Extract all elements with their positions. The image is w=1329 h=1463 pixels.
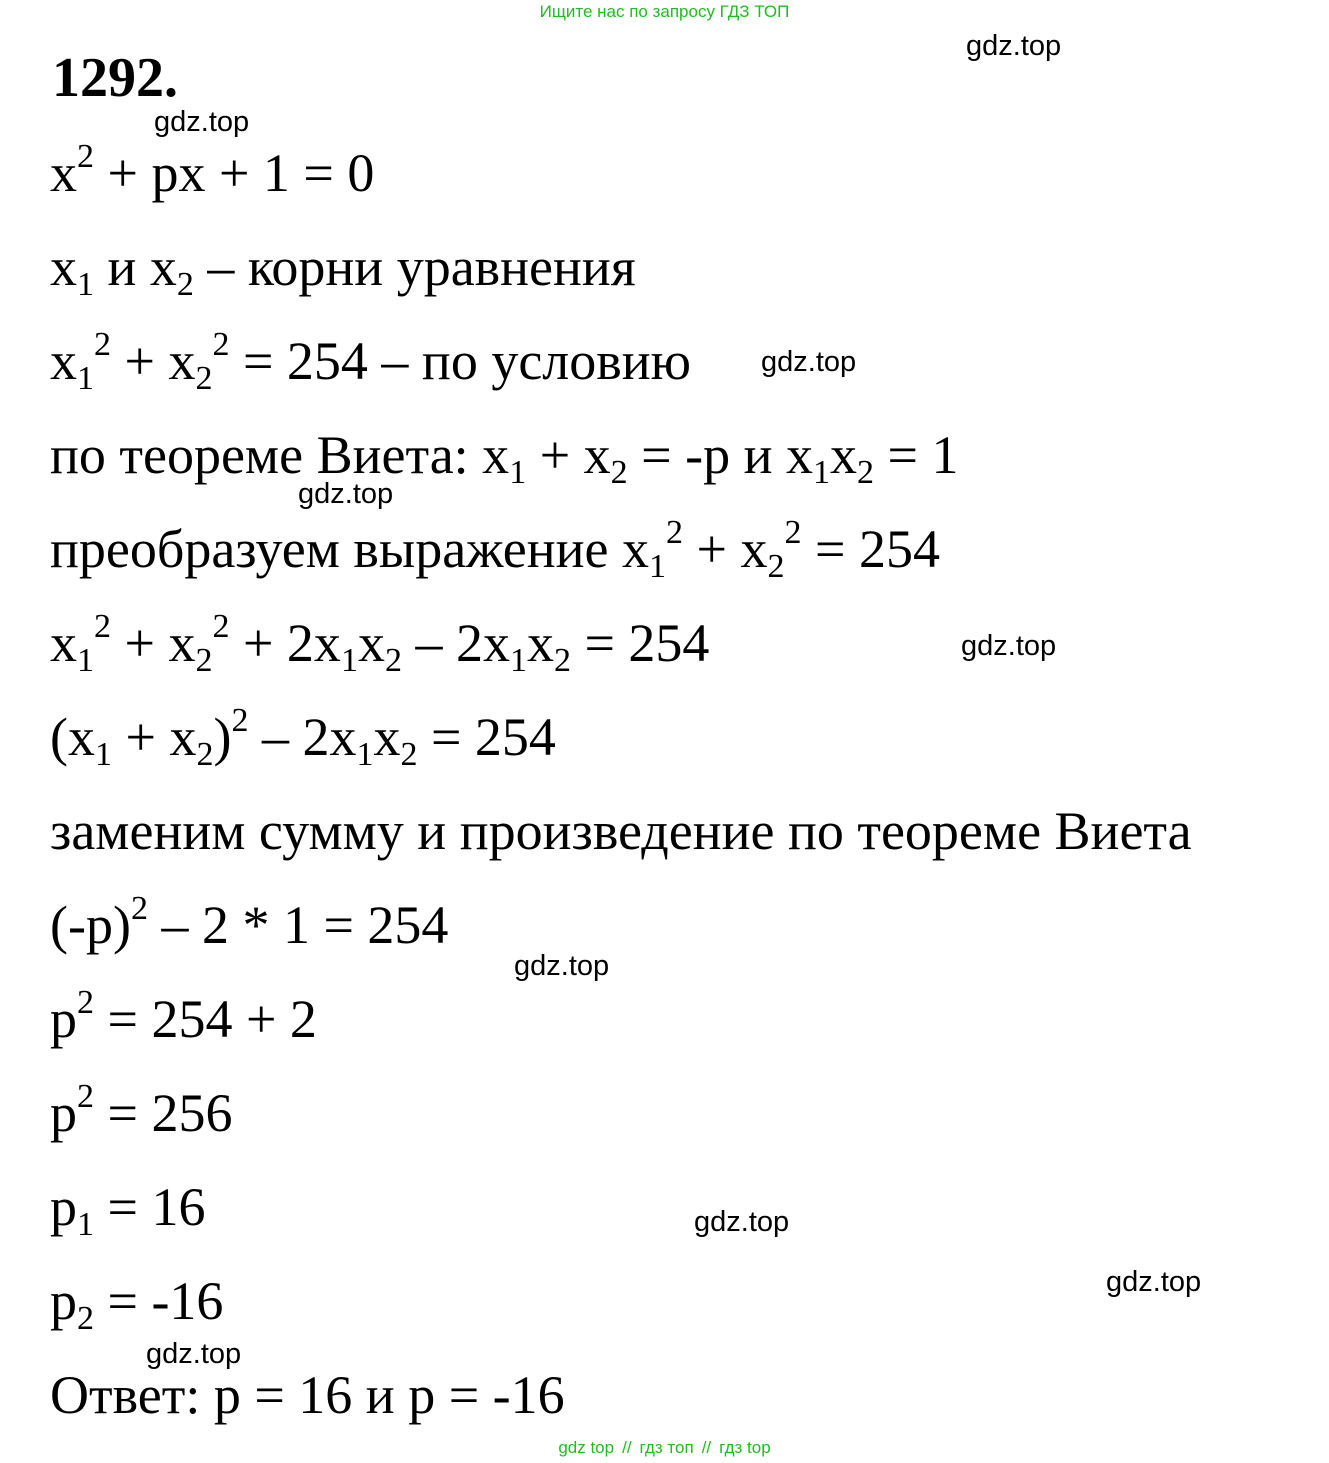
watermark: gdz.top bbox=[154, 106, 250, 138]
footer-separator: // bbox=[701, 1438, 712, 1457]
watermark: gdz.top bbox=[514, 950, 610, 982]
equation-line: $x^2$ + px + 1 = 0 bbox=[50, 138, 375, 203]
problem-number: 1292. bbox=[52, 47, 178, 109]
watermark: gdz.top bbox=[146, 1338, 242, 1370]
p1-line: $p_1 = 16$ bbox=[50, 1177, 206, 1243]
p-squared-line: $p^2 = 256$ bbox=[50, 1078, 233, 1143]
watermark: gdz.top bbox=[961, 630, 1057, 662]
watermark: gdz.top bbox=[694, 1206, 790, 1238]
roots-line: $x_1$ и $x_2$ – корни уравнения bbox=[50, 237, 636, 303]
footer-separator: // bbox=[622, 1438, 632, 1457]
watermark: gdz.top bbox=[1106, 1266, 1202, 1298]
p-squared-sum-line: $p^2 = 254 + 2$ bbox=[50, 984, 317, 1049]
condition-line: $x_1^2 + x_2^2 = 254$ – по условию bbox=[50, 326, 691, 397]
vieta-line: по теореме Виета: $x_1 + x_2 = -p$ и $x_1x_2 = 1$ bbox=[50, 425, 959, 491]
footer-link[interactable]: гдз top bbox=[719, 1438, 771, 1457]
footer-link[interactable]: gdz top bbox=[558, 1438, 615, 1457]
substituted-line: $(-p)^2 - 2 * 1 = 254$ bbox=[50, 890, 449, 955]
answer-line: Ответ: p = 16 и p = -16 bbox=[50, 1365, 565, 1425]
square-sum-line: $(x_1 + x_2)^2 - 2x_1x_2 = 254$ bbox=[50, 702, 556, 773]
footer-links bbox=[0, 1438, 1329, 1458]
p2-line: $p_2 = -16$ bbox=[50, 1271, 224, 1337]
top-banner[interactable]: Ищите нас по запросу ГДЗ ТОП bbox=[539, 2, 790, 21]
substitute-line: заменим сумму и произведение по теореме Виета bbox=[50, 801, 1192, 861]
footer-link[interactable]: гдз топ bbox=[639, 1438, 694, 1457]
expanded-line: $x_1^2 + x_2^2 + 2x_1x_2 - 2x_1x_2 = 254$ bbox=[50, 608, 710, 679]
watermark: gdz.top bbox=[298, 478, 394, 510]
watermark: gdz.top bbox=[966, 30, 1062, 62]
watermark: gdz.top bbox=[761, 346, 857, 378]
transform-line: преобразуем выражение $x_1^2 + x_2^2 = 254$ bbox=[50, 514, 940, 585]
